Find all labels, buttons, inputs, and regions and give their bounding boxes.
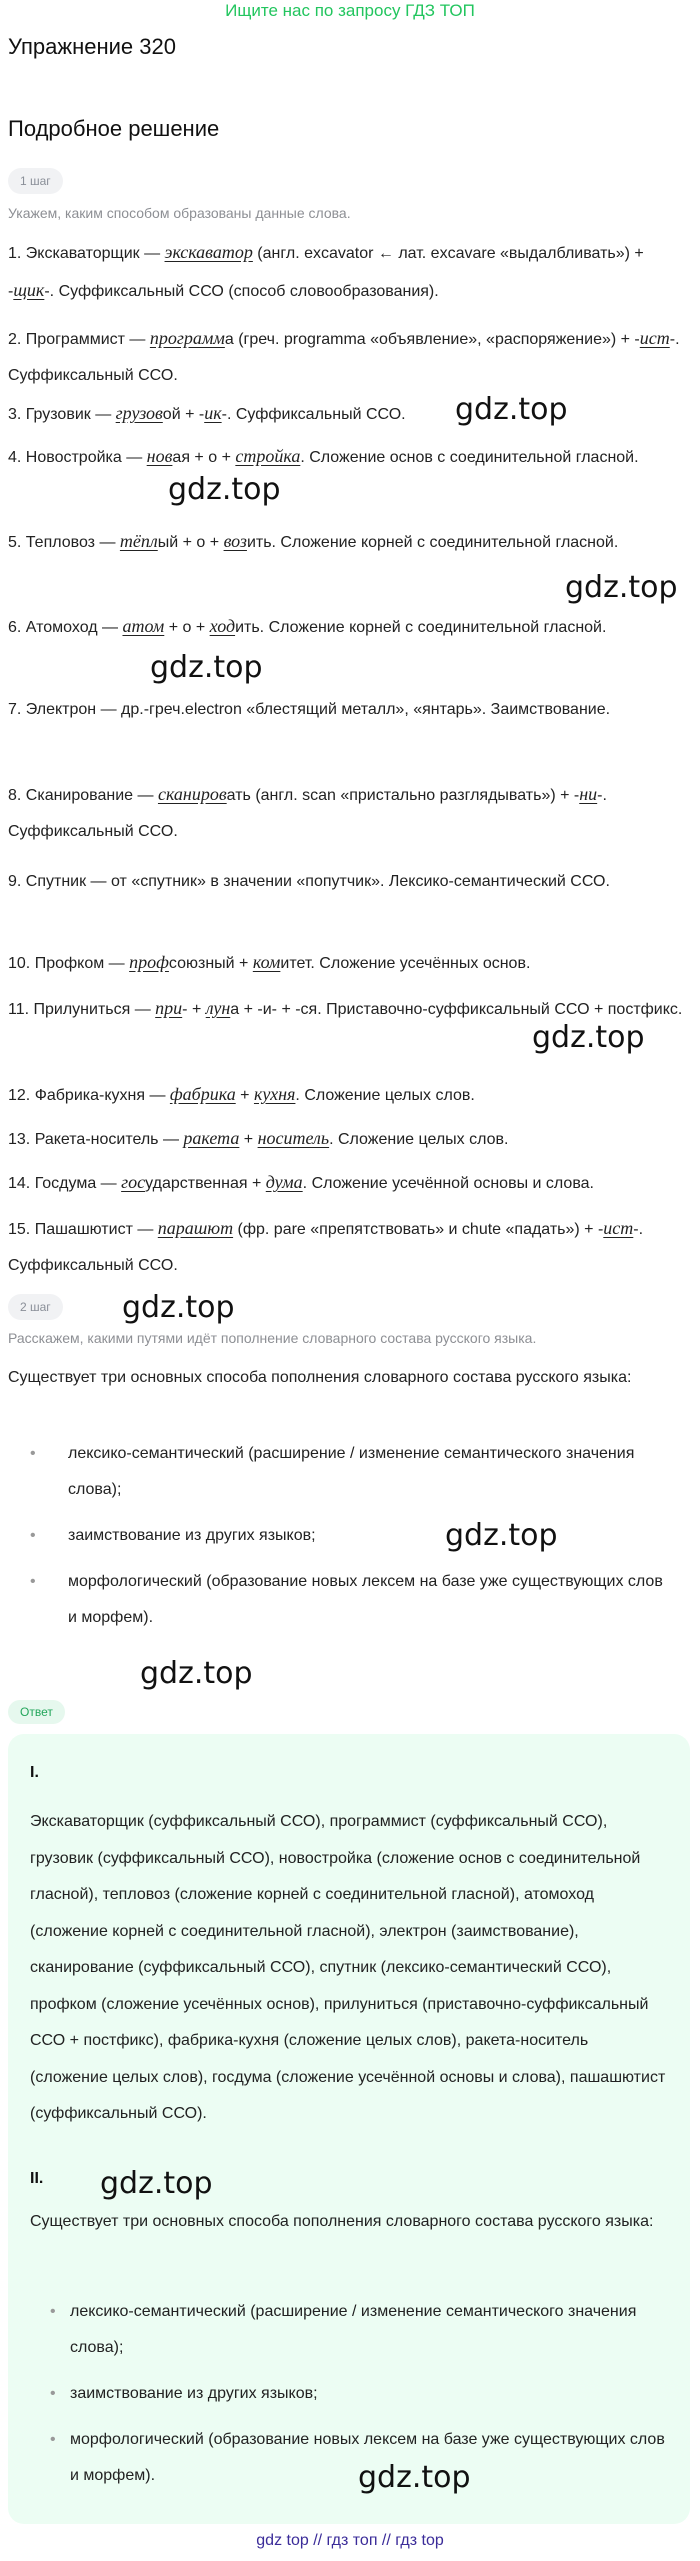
morpheme: ни xyxy=(579,784,598,804)
list-item xyxy=(8,862,690,900)
answer-part-2-label: II. xyxy=(30,2170,44,2187)
list-item xyxy=(8,234,690,310)
item-text: - + xyxy=(182,1001,206,1018)
step-1-description: Укажем, каким способом образованы данные слова. xyxy=(8,205,351,221)
morpheme: атом xyxy=(122,616,165,636)
list-item xyxy=(8,1164,690,1202)
watermark: gdz.top xyxy=(140,1656,253,1691)
item-text: 14. Госдума — xyxy=(8,1175,122,1192)
item-text: 2. Программист — xyxy=(8,331,150,348)
list-item xyxy=(8,690,690,728)
morpheme: ракета xyxy=(183,1128,240,1148)
item-text: итет. Сложение усечённых основ. xyxy=(280,955,531,972)
item-text: -. Суффиксальный ССО. xyxy=(8,787,607,840)
morpheme: ком xyxy=(252,952,281,972)
item-text: (фр. pare «препятствовать» и chute «падать») + - xyxy=(233,1221,604,1238)
morpheme: щик xyxy=(13,280,45,300)
morpheme: кухня xyxy=(253,1084,296,1104)
morpheme: проф xyxy=(129,952,169,972)
watermark: gdz.top xyxy=(358,2460,471,2495)
morpheme: ход xyxy=(209,616,236,636)
answer-box xyxy=(8,1734,690,2524)
item-text: 13. Ракета-носитель — xyxy=(8,1131,184,1148)
item-text: (англ. excavator ← лат. excavare «выдалбливать») + - xyxy=(8,245,644,300)
watermark: gdz.top xyxy=(150,650,263,685)
item-text: ой + - xyxy=(162,406,205,423)
step-1-badge: 1 шаг xyxy=(8,168,63,194)
item-text: . Сложение целых слов. xyxy=(329,1131,509,1148)
list-item xyxy=(8,395,690,433)
item-text: 10. Профком — xyxy=(8,955,130,972)
morpheme: ик xyxy=(204,403,222,423)
item-text: а (греч. programma «объявление», «распоряжение») + - xyxy=(224,331,640,348)
watermark: gdz.top xyxy=(122,1290,235,1325)
answer-part-1-label: I. xyxy=(30,1764,39,1781)
watermark: gdz.top xyxy=(532,1020,645,1055)
item-text: . Сложение основ с соединительной гласной. xyxy=(300,449,639,466)
morpheme: фабрика xyxy=(169,1084,236,1104)
watermark: gdz.top xyxy=(455,392,568,427)
item-text: -. Суффиксальный ССО. xyxy=(8,331,680,384)
item-text: ить. Сложение корней с соединительной гласной. xyxy=(235,619,607,636)
item-text: 3. Грузовик — xyxy=(8,406,116,423)
list-item: • заимствование из других языков; xyxy=(30,1518,670,1554)
morpheme: экскаватор xyxy=(164,242,253,262)
list-item xyxy=(8,944,690,982)
answer-part-1-text: Экскаваторщик (суффиксальный ССО), программист (суффиксальный ССО), грузовик (суффиксальный ССО), новостройка (сложение основ с соединительной гласной), тепловоз (сложение корней с соединительной гласной), атомоход (сложение корней с соединительной гласной), электрон (заимствование), сканирование (суффиксальный ССО), спутник (лексико-семантический ССО), профком (сложение усечённых основ), прилуниться (приставочно-суффиксальный ССО + постфикс), фабрика-кухня (сложение целых слов), ракета-носитель (сложение целых слов), госдума (сложение усечённой основы и слова), пашашютист (суффиксальный ССО). xyxy=(30,1813,666,2122)
list-item xyxy=(8,776,690,850)
item-text: -. Суффиксальный ССО (способ словообразования). xyxy=(44,283,439,300)
list-item xyxy=(8,320,690,394)
item-text: ать (англ. scan «пристально разглядывать») + - xyxy=(226,787,580,804)
morpheme: дума xyxy=(265,1172,303,1192)
item-text: ый + о + xyxy=(157,534,224,551)
item-text: 9. Спутник — от «спутник» в значении «попутчик». Лексико-семантический ССО. xyxy=(8,873,610,890)
morpheme: воз xyxy=(223,531,247,551)
item-text: -. Суффиксальный ССО. xyxy=(8,1221,644,1274)
list-item xyxy=(8,523,690,561)
step-2-intro: Существует три основных способа пополнения словарного состава русского языка: xyxy=(8,1369,632,1386)
list-item xyxy=(8,608,690,646)
list-item: • морфологический (образование новых лексем на базе уже существующих слов и морфем). xyxy=(30,1564,670,1636)
list-item: • лексико-семантический (расширение / изменение семантического значения слова); xyxy=(30,1436,670,1508)
section-title: Подробное решение xyxy=(8,116,220,141)
watermark: gdz.top xyxy=(100,2166,213,2201)
morpheme: лун xyxy=(205,998,231,1018)
footer-links[interactable]: gdz top // гдз топ // гдз top xyxy=(256,2532,444,2549)
item-text: + xyxy=(235,1087,254,1104)
answer-badge: Ответ xyxy=(8,1700,65,1724)
item-text: ударственная + xyxy=(145,1175,266,1192)
morpheme: сканиров xyxy=(157,784,227,804)
morpheme: ист xyxy=(639,328,670,348)
list-item xyxy=(8,1120,690,1158)
step-2-bullet-list xyxy=(30,1436,670,1636)
item-text: . Сложение целых слов. xyxy=(295,1087,475,1104)
morpheme: программ xyxy=(149,328,225,348)
list-item xyxy=(8,438,690,476)
answer-bullet-list xyxy=(30,2294,670,2494)
item-text: + о + xyxy=(164,619,210,636)
item-text: 11. Прилуниться — xyxy=(8,1001,156,1018)
morpheme: парашют xyxy=(157,1218,234,1238)
item-text: . Сложение усечённой основы и слова. xyxy=(302,1175,594,1192)
morpheme: грузов xyxy=(115,403,163,423)
answer-part-2-intro: Существует три основных способа пополнения словарного состава русского языка: xyxy=(30,2213,654,2230)
item-text: 5. Тепловоз — xyxy=(8,534,120,551)
item-text: 1. Экскаваторщик — xyxy=(8,245,165,262)
morpheme: гос xyxy=(121,1172,146,1192)
list-item: • лексико-семантический (расширение / изменение семантического значения слова); xyxy=(30,2294,670,2366)
morpheme: ист xyxy=(603,1218,634,1238)
watermark: gdz.top xyxy=(565,570,678,605)
exercise-title: Упражнение 320 xyxy=(8,34,176,59)
list-item: • морфологический (образование новых лексем на базе уже существующих слов и морфем). xyxy=(30,2422,670,2494)
list-item xyxy=(8,1076,690,1114)
item-text: ая + о + xyxy=(172,449,236,466)
watermark: gdz.top xyxy=(445,1518,558,1553)
morpheme: носитель xyxy=(257,1128,330,1148)
item-text: 7. Электрон — др.-греч.electron «блестящий металл», «янтарь». Заимствование. xyxy=(8,701,611,718)
item-text: а + -и- + -ся. Приставочно-суффиксальный ССО + постфикс. xyxy=(230,1001,683,1018)
item-text: 12. Фабрика-кухня — xyxy=(8,1087,170,1104)
list-item xyxy=(8,1210,690,1284)
item-text: 4. Новостройка — xyxy=(8,449,147,466)
item-text: -. Суффиксальный ССО. xyxy=(221,406,406,423)
step-2-badge: 2 шаг xyxy=(8,1294,63,1320)
top-banner[interactable]: Ищите нас по запросу ГДЗ ТОП xyxy=(225,1,475,20)
list-item: • заимствование из других языков; xyxy=(30,2376,670,2412)
morpheme: тёпл xyxy=(119,531,158,551)
morpheme: стройка xyxy=(235,446,301,466)
morpheme: нов xyxy=(146,446,173,466)
item-text: + xyxy=(239,1131,258,1148)
item-text: 15. Пашашютист — xyxy=(8,1221,158,1238)
item-text: 6. Атомоход — xyxy=(8,619,123,636)
watermark: gdz.top xyxy=(168,472,281,507)
item-text: 8. Сканирование — xyxy=(8,787,158,804)
step-2-description: Расскажем, какими путями идёт пополнение словарного состава русского языка. xyxy=(8,1330,537,1346)
morpheme: при xyxy=(155,998,183,1018)
item-text: союзный + xyxy=(168,955,253,972)
item-text: ить. Сложение корней с соединительной гласной. xyxy=(246,534,619,551)
